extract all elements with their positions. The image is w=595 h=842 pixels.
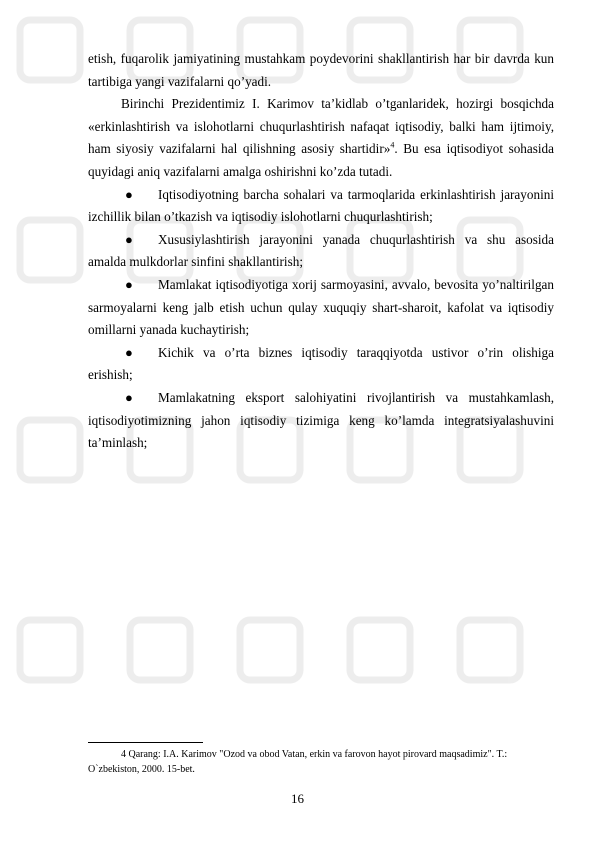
bullet-item bbox=[88, 342, 554, 387]
bullet-text: Mamlakat iqtisodiyotiga xorij sarmoyasini, avvalo, bevosita yo’naltirilgan sarmoyalarni keng jalb etish uchun qulay xuquqiy shart-sharoit, kafolat va iqtisodiy omillarni yanada kuchaytirish; bbox=[88, 276, 554, 338]
footnote-divider bbox=[88, 742, 203, 743]
bullet-text: Xususiylashtirish jarayonini yanada chuqurlashtirish va shu asosida amalda mulkdorlar sinfini shakllantirish; bbox=[88, 231, 554, 270]
bullet-text: Iqtisodiyotning barcha sohalari va tarmoqlarida erkinlashtirish jarayonini izchillik bilan o’tkazish va iqtisodiy islohotlarni chuqurlashtirish; bbox=[88, 186, 554, 225]
footnote-ref[interactable]: 4 bbox=[390, 140, 395, 150]
paragraph-intro: etish, fuqarolik jamiyatining mustahkam poydevorini shakllantirish har bir davrda kun tartibiga yangi vazifalarni qo’yadi. bbox=[88, 51, 554, 89]
bullet-icon: ● bbox=[125, 389, 133, 405]
bullet-item bbox=[88, 229, 554, 274]
document-body bbox=[88, 48, 554, 455]
quote-tail: . Bu esa iqtisodiyot sohasida quyidagi aniq vazifalarni amalga oshirishni ko’zda tutadi. bbox=[88, 141, 554, 179]
bullet-item bbox=[88, 184, 554, 229]
bullet-icon: ● bbox=[125, 344, 133, 360]
bullet-icon: ● bbox=[125, 276, 133, 292]
paragraph-karimov-quote bbox=[88, 93, 554, 183]
footnote: 4 Qarang: I.A. Karimov "Ozod va obod Vatan, erkin va farovon hayot pirovard maqsadimiz". T.: O`zbekiston, 2000. 15-bet. bbox=[88, 749, 508, 775]
quote-text: Birinchi Prezidentimiz I. Karimov ta’kidlab o’tganlaridek, hozirgi bosqichda «erkinlashtirish va islohotlarni chuqurlashtirish nafaqat iqtisodiy, balki ham ijtimoiy, ham siyosiy vazifalarni hal qilishning asosiy shartidir» bbox=[88, 96, 554, 157]
bullet-item bbox=[88, 274, 554, 342]
page-number: 16 bbox=[291, 791, 304, 806]
bullet-item bbox=[88, 387, 554, 455]
bullet-icon: ● bbox=[125, 186, 133, 202]
bullet-text: Kichik va o’rta biznes iqtisodiy taraqqiyotda ustivor o’rin olishiga erishish; bbox=[88, 344, 554, 383]
bullet-text: Mamlakatning eksport salohiyatini rivojlantirish va mustahkamlash, iqtisodiyotimizning jahon iqtisodiy tizimiga keng ko’lamda integratsiyalashuvini ta’minlash; bbox=[88, 389, 554, 451]
bullet-icon: ● bbox=[125, 231, 133, 247]
